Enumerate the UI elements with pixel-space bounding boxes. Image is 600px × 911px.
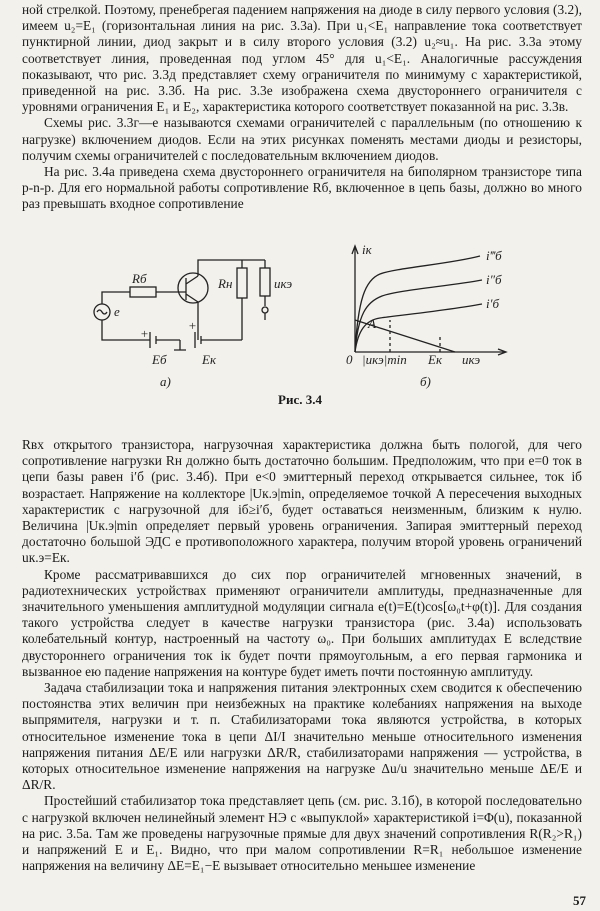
resistor-rn <box>237 268 247 298</box>
plot-ylabel: iк <box>362 242 372 257</box>
plot-point-a: A <box>368 316 376 331</box>
label-uke: uкэ <box>274 276 293 291</box>
paragraph: Rвх открытого транзистора, нагрузочная характеристика должна быть пологой, для чего сопротивление нагрузки Rн должно быть достаточно большим. Предположим, что при e=0 ток в цепи базы равен i′б (рис. 3.4б). При e<0 эмиттерный переход открывается сильнее, ток iб возрастает. Напряжение на коллекторе |Uк.э|min, определяемое точкой A пересечения выходных характеристик с нагрузочной для iб≥i′б, будет оставаться неизменным, близким к нулю. Величина |Uк.э|min определяет первый уровень ограничения. Запирая эмиттерный переход достаточно большой ЭДС e противоположного характера, получим второй уровень ограничений uк.э=Eк. <box>22 437 582 566</box>
paragraph: Простейший стабилизатор тока представляет цепь (см. рис. 3.1б), в которой последовательно с нагрузкой включен нелинейный элемент НЭ с «выпуклой» характеристикой i=Φ(u), показанной на рис. 3.5а. Там же проведены нагрузочные прямые для двух значений сопротивления R(R₂>R₁) и напряжений E и E₁. Видно, что при малом сопротивлении R=R₁ небольшое изменение напряжения на величину ΔE=E₁−E вызывает относительно меньшее изменение <box>22 793 582 874</box>
page-number: 57 <box>573 893 586 908</box>
figure-3-4 <box>90 240 520 410</box>
curve-label-2: i″б <box>486 272 502 287</box>
plot-ek: Eк <box>428 352 443 367</box>
paragraph: Схемы рис. 3.3г—е называются схемами ограничителей с параллельным (по отношению к нагрузке) включением диодов. Если на этих рисунках поменять местами диоды и резисторы, получим схемы ограничителей с последовательным включением диодов. <box>22 115 582 163</box>
label-plus-1: + <box>140 326 149 341</box>
text-block-bottom <box>22 437 582 874</box>
label-eb: Eб <box>152 352 167 367</box>
paragraph: На рис. 3.4а приведена схема двустороннего ограничителя на биполярном транзисторе типа p-n-p. Для его нормальной работы сопротивление Rб, включенное в цепь базы, должно во много раз превышать входное сопротивление <box>22 164 582 212</box>
paragraph: Задача стабилизации тока и напряжения питания электронных схем сводится к обеспечению постоянства этих величин при неизбежных на практике колебаниях напряжения на выходе выпрямителя, нагрузки и т. п. Стабилизаторами тока являются устройства, в которых относительное изменение тока в цепи ΔI/I значительно меньше относительного изменения напряжения питания ΔE/E или нагрузки ΔR/R, стабилизаторами напряжения — устройства, в которых относительное изменение напряжения на нагрузке Δu/u значительно меньше ΔE/E и ΔR/R. <box>22 680 582 793</box>
curve-1 <box>355 256 480 352</box>
figure-drawing <box>90 240 520 390</box>
meter-uke <box>260 268 270 296</box>
label-plus-2: + <box>188 318 197 333</box>
plot-origin: 0 <box>346 352 353 367</box>
sine-glyph <box>97 310 107 314</box>
paragraph: Кроме рассматривавшихся до сих пор ограничителей мгновенных значений, в радиотехнических устройствах применяют ограничители амплитуды, предназначенные для значительного уменьшения амплитудной модуляции сигнала e(t)=E(t)cos[ω₀t+φ(t)]. Для создания такого устройства следует в качестве нагрузки транзистора (рис. 3.4а) использовать колебательный контур, настроенный на частоту ω₀. При больших амплитудах E вследствие двустороннего ограничения ток iк будет почти прямоугольным, а его первая гармоника и вызванное ею падение напряжения на контуре будет иметь почти постоянную амплитуду. <box>22 566 582 679</box>
circuit-diagram <box>94 260 270 350</box>
plot-uke-min: |uкэ|min <box>362 352 407 367</box>
paragraph: ной стрелкой. Поэтому, пренебрегая падением напряжения на диоде в силу первого условия (3.2), имеем u₂=E₁ (горизонтальная линия на рис. 3.3а). При u₁<E₁ направление тока соответствует пунктирной линии, диод закрыт и в силу второго условия (3.2) u₂≈u₁. На рис. 3.3а этому соответствует линия, проведенная под углом 45° для u₁<E₁. Аналогичные рассуждения показывают, что рис. 3.3д представляет схему ограничителя по минимуму с характеристикой, приведенной на рис. 3.3б. На рис. 3.3е изображена схема двустороннего ограничителя с уровнями ограничения E₁ и E₂, характеристика которого соответствует показанной на рис. 3.3в. <box>22 2 582 115</box>
text-block-top <box>22 2 582 213</box>
label-source: e <box>114 304 120 319</box>
characteristics-plot <box>352 246 506 355</box>
label-a: а) <box>160 374 171 389</box>
curve-label-1: i‴б <box>486 248 502 263</box>
resistor-rb <box>130 287 156 297</box>
plot-xlabel: uкэ <box>462 352 481 367</box>
figure-caption: Рис. 3.4 <box>278 392 322 407</box>
label-rn: Rн <box>218 276 233 291</box>
label-b: б) <box>420 374 431 389</box>
label-rb: Rб <box>132 271 147 286</box>
label-ek: Eк <box>202 352 217 367</box>
curve-label-3: i′б <box>486 296 499 311</box>
